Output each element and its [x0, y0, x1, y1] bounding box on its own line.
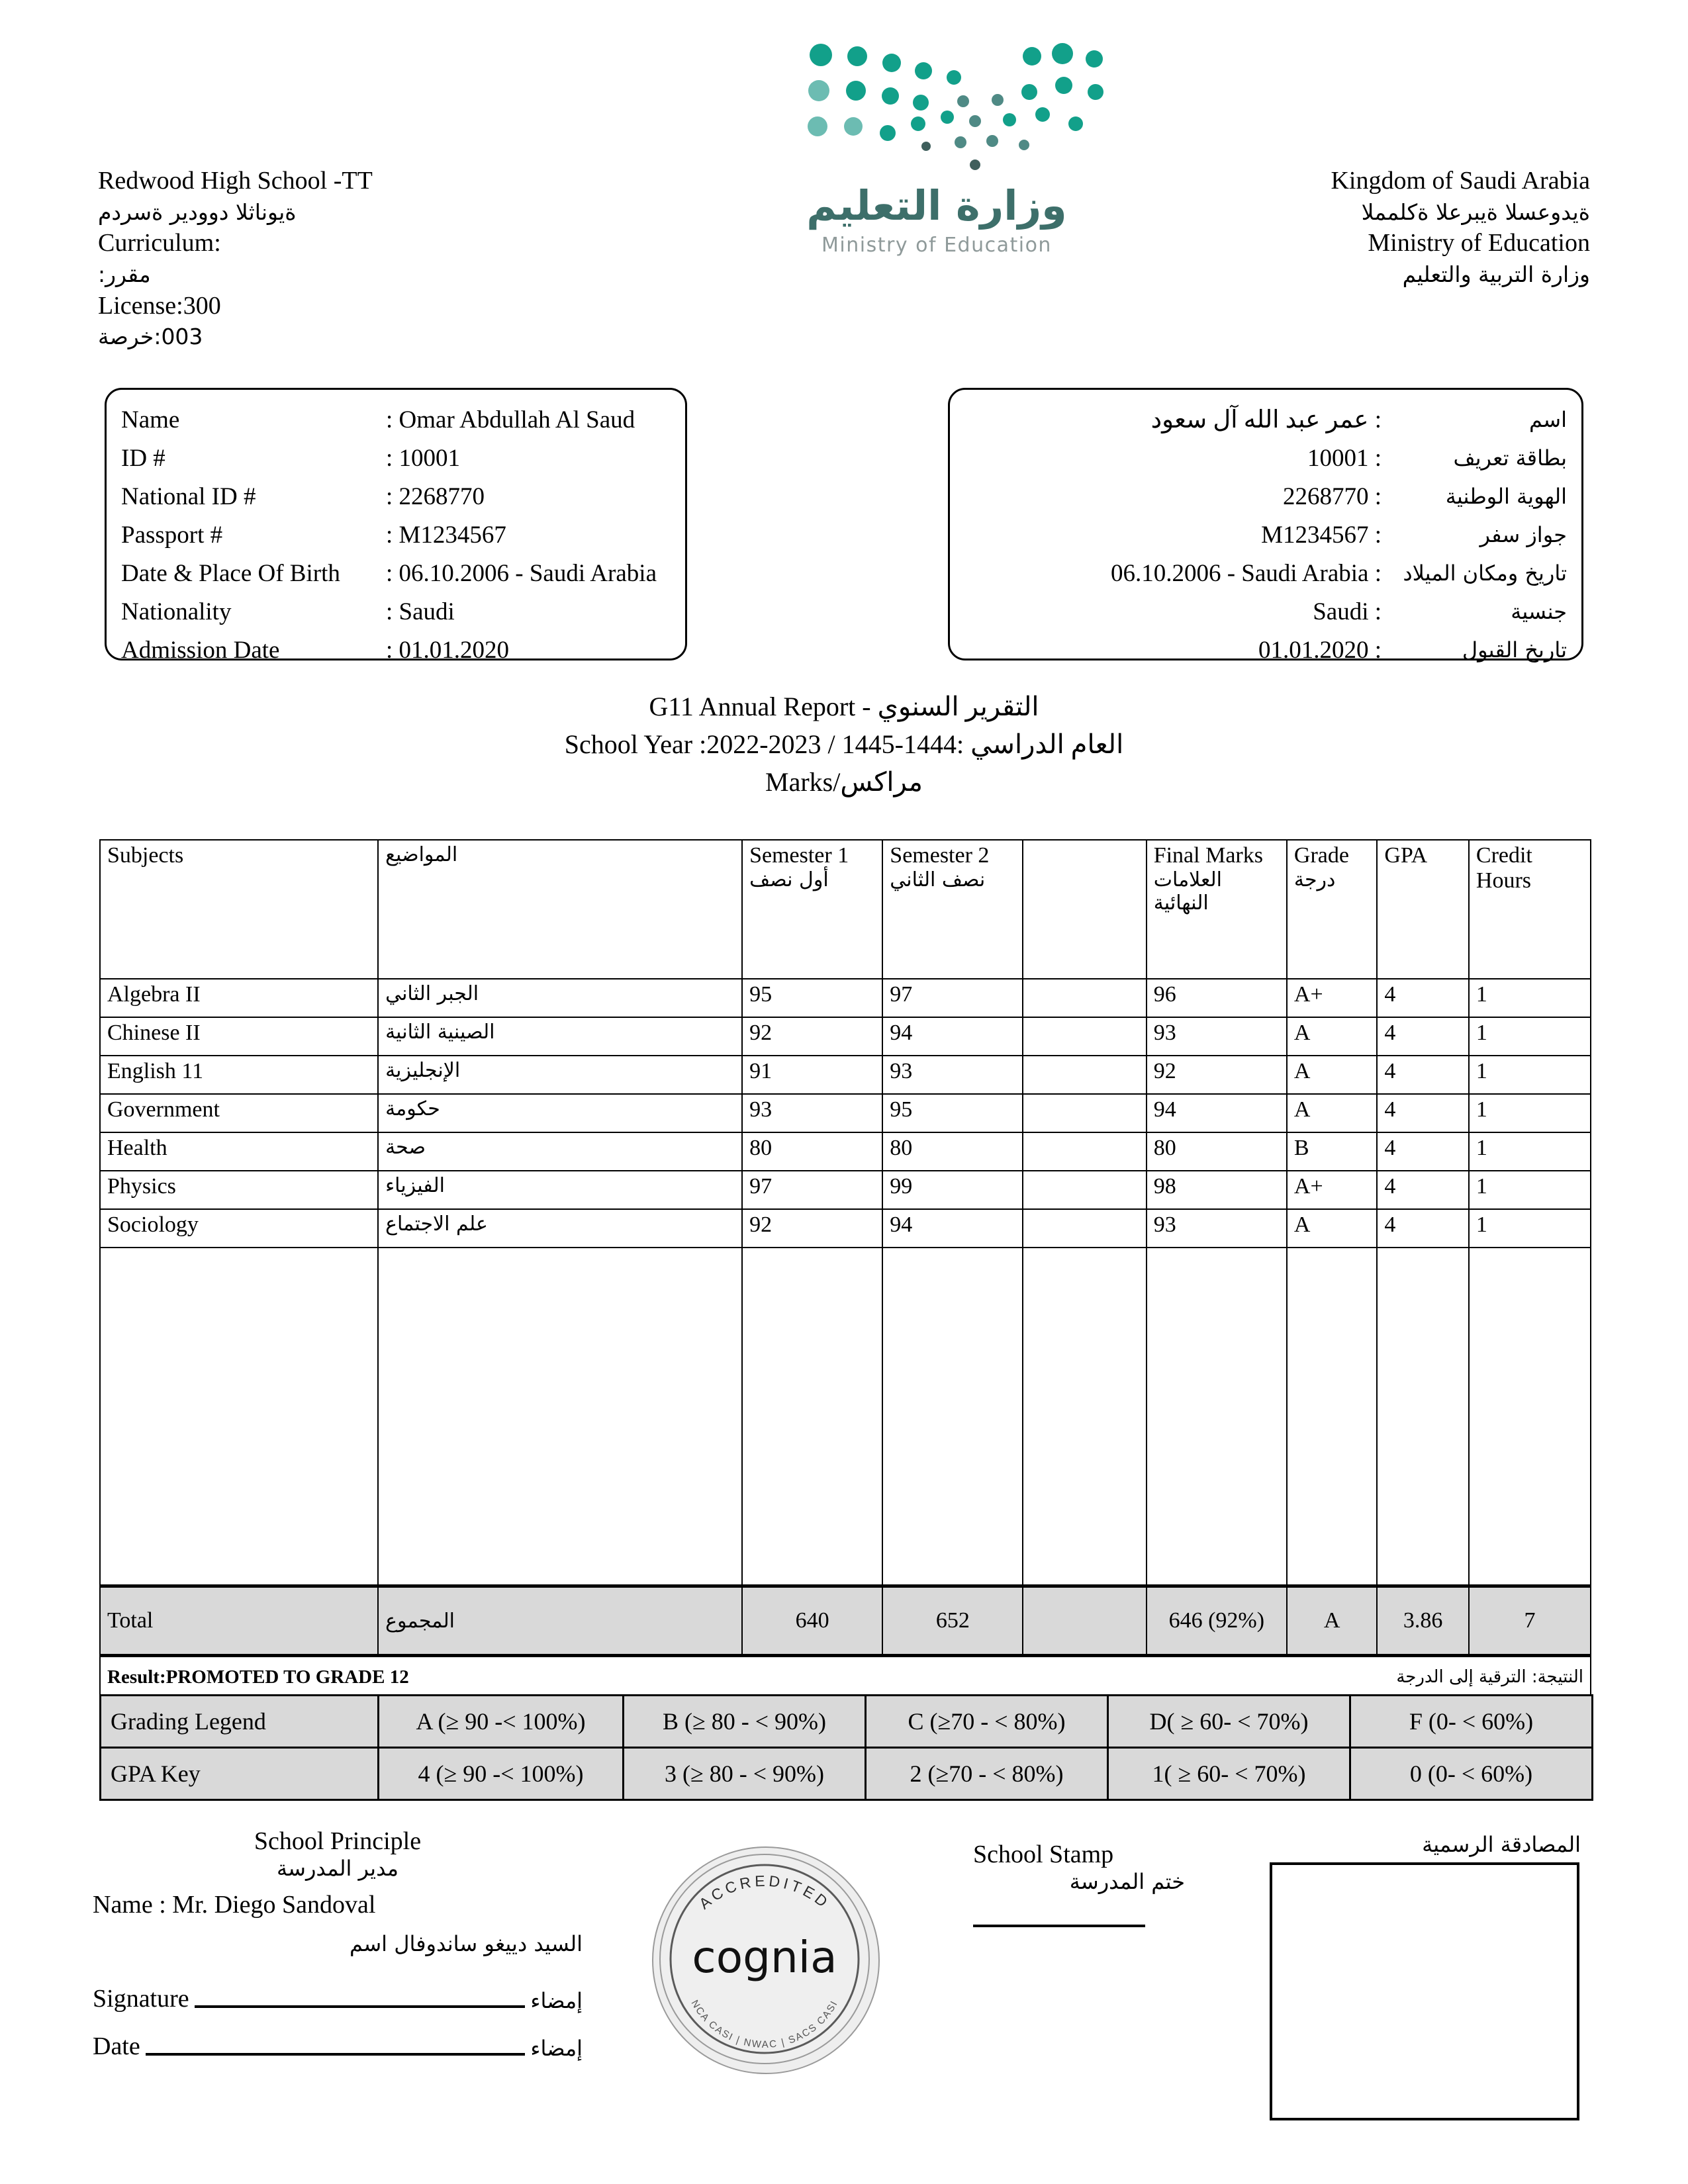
filler-cell: [1147, 1248, 1287, 1586]
total-sem2: 652: [882, 1586, 1023, 1656]
seal-bottom-text: NCA CASI | NWAC | SACS CASI: [688, 1998, 841, 2051]
page-header: [0, 0, 1688, 371]
kingdom-label-arabic: ةيدوعسلا ةيبرعلا ةكلمملا: [1361, 199, 1590, 225]
th-blank: [1023, 840, 1146, 979]
filler-cell: [100, 1248, 378, 1586]
cell-gpa: 4: [1377, 1171, 1469, 1209]
gpa-cell-1: 1( ≥ 60- < 70%): [1108, 1748, 1350, 1800]
legend-row-grading: [101, 1696, 1593, 1748]
legend-cell-d: D( ≥ 60- < 70%): [1108, 1696, 1350, 1748]
cell-grade: A: [1287, 1094, 1377, 1132]
seal-brand-text: cognia: [692, 1932, 837, 1983]
value-passport: : M1234567: [386, 521, 506, 549]
cell-sem1: 95: [742, 979, 882, 1017]
label-national-id-ar: الهوية الوطنية: [1445, 484, 1567, 509]
cell-grade: B: [1287, 1132, 1377, 1171]
cell-blank: [1023, 1171, 1146, 1209]
gpa-cell-4: 4 (≥ 90 -< 100%): [379, 1748, 624, 1800]
cell-subject: Physics: [100, 1171, 378, 1209]
label-nationality-ar: جنسية: [1511, 599, 1567, 624]
accredited-seal-icon: [653, 1848, 876, 2070]
cell-sem2: 99: [882, 1171, 1023, 1209]
cell-subject-ar: الجبر الثاني: [378, 979, 742, 1017]
cell-sem2: 93: [882, 1056, 1023, 1094]
cell-grade: A+: [1287, 979, 1377, 1017]
label-id: ID #: [121, 444, 165, 472]
cell-blank: [1023, 1056, 1146, 1094]
cell-sem1: 91: [742, 1056, 882, 1094]
th-gpa-en: GPA: [1384, 843, 1428, 868]
cell-gpa: 4: [1377, 1209, 1469, 1248]
school-stamp-block: [973, 1840, 1185, 1927]
table-row: [100, 1056, 1591, 1094]
cell-credit: 1: [1469, 1017, 1591, 1056]
student-row-id-ar: [964, 439, 1567, 477]
th-grade-ar: درجة: [1293, 868, 1336, 891]
cell-blank: [1023, 979, 1146, 1017]
cell-grade: A+: [1287, 1171, 1377, 1209]
cell-sem1: 80: [742, 1132, 882, 1171]
legend-cell-b: B (≥ 80 - < 90%): [624, 1696, 866, 1748]
cell-subject: Health: [100, 1132, 378, 1171]
total-sem1: 640: [742, 1586, 882, 1656]
cell-gpa: 4: [1377, 1017, 1469, 1056]
label-admission-ar: تاريخ القبول: [1462, 637, 1567, 662]
th-subjects-ar-text: المواضيع: [385, 843, 458, 866]
page-footer: [0, 1813, 1688, 2184]
cell-credit: 1: [1469, 1056, 1591, 1094]
curriculum-label: Curriculum:: [98, 229, 221, 257]
signature-line-row: [93, 1984, 583, 2013]
label-name: Name: [121, 406, 180, 433]
report-title: G11 Annual Report - التقرير السنوي: [649, 692, 1039, 721]
student-row-id: [121, 439, 671, 477]
official-stamp-label-ar: المصادقة الرسمية: [1422, 1832, 1581, 1857]
seal-top-text: ACCREDITED: [695, 1872, 833, 1913]
principal-signature-block: [93, 1827, 583, 2061]
cell-sem1: 92: [742, 1017, 882, 1056]
value-nationality-ar: Saudi :: [1313, 598, 1382, 625]
cell-final: 94: [1147, 1094, 1287, 1132]
school-stamp-title: School Stamp: [973, 1841, 1114, 1868]
th-semester-2-en: Semester 2: [890, 843, 990, 868]
student-row-passport-ar: [964, 516, 1567, 554]
cell-grade: A: [1287, 1017, 1377, 1056]
label-birth: Date & Place Of Birth: [121, 559, 340, 587]
label-id-ar: بطاقة تعريف: [1453, 445, 1567, 471]
date-line-row: [93, 2032, 583, 2061]
value-name-ar: عمر عبد الله آل سعود :: [1150, 406, 1382, 433]
cell-sem2: 95: [882, 1094, 1023, 1132]
label-nationality: Nationality: [121, 598, 232, 625]
total-label-ar: المجموع: [378, 1586, 742, 1656]
label-passport: Passport #: [121, 521, 223, 549]
result-text: Result:PROMOTED TO GRADE 12: [107, 1666, 409, 1688]
value-id: : 10001: [386, 444, 461, 472]
cell-subject-ar: صحة: [378, 1132, 742, 1171]
student-info-box-arabic: [948, 388, 1583, 664]
cell-subject-ar: الإنجليزية: [378, 1056, 742, 1094]
cell-credit: 1: [1469, 1171, 1591, 1209]
student-row-admission-ar: [964, 631, 1567, 669]
filler-cell: [1469, 1248, 1591, 1586]
cell-sem1: 97: [742, 1171, 882, 1209]
grades-table: [99, 839, 1591, 1698]
student-row-birth-ar: [964, 554, 1567, 592]
cell-gpa: 4: [1377, 1056, 1469, 1094]
table-filler-row: [100, 1248, 1591, 1586]
table-row: [100, 1132, 1591, 1171]
cell-subject: English 11: [100, 1056, 378, 1094]
cell-final: 98: [1147, 1171, 1287, 1209]
value-id-ar: 10001 :: [1307, 444, 1382, 472]
license-label-arabic: 300:خرصة: [98, 324, 203, 350]
student-row-national-id: [121, 477, 671, 516]
cell-blank: [1023, 1017, 1146, 1056]
cell-blank: [1023, 1094, 1146, 1132]
legend-row-gpa: [101, 1748, 1593, 1800]
cell-gpa: 4: [1377, 1132, 1469, 1171]
table-row: [100, 979, 1591, 1017]
legend-cell-c: C (≥70 - < 80%): [866, 1696, 1108, 1748]
cell-credit: 1: [1469, 1132, 1591, 1171]
filler-cell: [378, 1248, 742, 1586]
marks-label: Marks/مراكس: [765, 766, 923, 797]
date-label-ar: إمضاء: [530, 2036, 583, 2061]
cell-sem2: 94: [882, 1209, 1023, 1248]
gpa-cell-2: 2 (≥70 - < 80%): [866, 1748, 1108, 1800]
cell-credit: 1: [1469, 1094, 1591, 1132]
signature-rule[interactable]: [195, 2005, 526, 2008]
cell-grade: A: [1287, 1056, 1377, 1094]
filler-cell: [742, 1248, 882, 1586]
legend-cell-f: F (0- < 60%): [1350, 1696, 1593, 1748]
cell-subject: Chinese II: [100, 1017, 378, 1056]
date-label: Date: [93, 2032, 140, 2060]
ministry-label-arabic: وزارة التربية والتعليم: [1402, 261, 1590, 287]
principal-title-ar: مدير المدرسة: [276, 1856, 399, 1881]
th-final-marks-ar: العلامات النهائية: [1153, 868, 1223, 915]
principal-name-ar: السيد دييغو ساندوفال اسم: [350, 1931, 583, 1956]
filler-cell: [1023, 1248, 1146, 1586]
ministry-label: Ministry of Education: [1368, 229, 1590, 257]
cell-subject-ar: الفيزياء: [378, 1171, 742, 1209]
logo-arabic-text: وزارة التعليم: [806, 181, 1067, 230]
th-grade: [1287, 840, 1377, 979]
th-semester-1: [742, 840, 882, 979]
school-year: School Year :2022-2023 / 1445-1444: العام الدراسي: [564, 729, 1124, 759]
student-row-name-ar: [964, 400, 1567, 439]
gpa-cell-0: 0 (0- < 60%): [1350, 1748, 1593, 1800]
th-subjects-en: Subjects: [107, 843, 184, 868]
table-row: [100, 1171, 1591, 1209]
th-grade-en: Grade: [1293, 843, 1349, 868]
curriculum-label-arabic: مقرر:: [98, 261, 151, 287]
th-semester-2: [882, 840, 1023, 979]
value-passport-ar: M1234567 :: [1261, 521, 1382, 549]
value-nationality: : Saudi: [386, 598, 455, 625]
cell-subject: Government: [100, 1094, 378, 1132]
cell-subject: Sociology: [100, 1209, 378, 1248]
cell-credit: 1: [1469, 1209, 1591, 1248]
label-name-ar: اسم: [1529, 407, 1567, 432]
cell-sem1: 93: [742, 1094, 882, 1132]
school-name: Redwood High School -TT: [98, 167, 373, 195]
total-final: 646 (92%): [1147, 1586, 1287, 1656]
th-gpa: [1377, 840, 1469, 979]
value-national-id-ar: 2268770 :: [1282, 482, 1382, 510]
student-row-nationality-ar: [964, 592, 1567, 631]
th-final-marks: [1147, 840, 1287, 979]
report-titles: [0, 688, 1688, 801]
cell-subject: Algebra II: [100, 979, 378, 1017]
th-subjects: [100, 840, 378, 979]
cell-subject-ar: حكومة: [378, 1094, 742, 1132]
filler-cell: [1287, 1248, 1377, 1586]
cell-sem1: 92: [742, 1209, 882, 1248]
student-row-birth: [121, 554, 671, 592]
value-birth-ar: 06.10.2006 - Saudi Arabia :: [1110, 559, 1382, 587]
cell-credit: 1: [1469, 979, 1591, 1017]
signature-label-ar: إمضاء: [530, 1988, 583, 2013]
cell-final: 80: [1147, 1132, 1287, 1171]
legend-label-grading: Grading Legend: [101, 1696, 379, 1748]
th-subjects-ar: [378, 840, 742, 979]
result-text-ar: النتيجة: الترقية إلى الدرجة: [1396, 1667, 1583, 1687]
license-label: License:300: [98, 291, 221, 320]
grading-legend-table: [99, 1694, 1593, 1801]
total-gpa: 3.86: [1377, 1586, 1469, 1656]
filler-cell: [882, 1248, 1023, 1586]
cell-sem2: 80: [882, 1132, 1023, 1171]
cell-final: 93: [1147, 1017, 1287, 1056]
value-admission: : 01.01.2020: [386, 636, 510, 664]
value-national-id: : 2268770: [386, 482, 485, 510]
table-row: [100, 1017, 1591, 1056]
kingdom-label: Kingdom of Saudi Arabia: [1331, 167, 1590, 195]
result-row: [100, 1656, 1591, 1698]
cell-final: 93: [1147, 1209, 1287, 1248]
logo-english-text: Ministry of Education: [821, 234, 1052, 257]
cell-gpa: 4: [1377, 979, 1469, 1017]
official-stamp-area: [1270, 1832, 1581, 2120]
principal-title: School Principle: [254, 1827, 422, 1855]
value-name: : Omar Abdullah Al Saud: [386, 406, 635, 433]
student-row-name: [121, 400, 671, 439]
label-passport-ar: جواز سفر: [1479, 522, 1567, 547]
date-rule[interactable]: [146, 2053, 526, 2056]
signature-label: Signature: [93, 1985, 189, 2013]
cell-sem2: 94: [882, 1017, 1023, 1056]
cell-subject-ar: علم الاجتماع: [378, 1209, 742, 1248]
label-national-id: National ID #: [121, 482, 256, 510]
saudi-map-dots-icon: [765, 36, 1109, 179]
principal-name: Name : Mr. Diego Sandoval: [93, 1891, 376, 1919]
student-row-passport: [121, 516, 671, 554]
cell-gpa: 4: [1377, 1094, 1469, 1132]
student-row-national-id-ar: [964, 477, 1567, 516]
cell-final: 96: [1147, 979, 1287, 1017]
school-name-arabic: ةيوناثلا دوودير ةسردم: [98, 199, 297, 225]
value-admission-ar: 01.01.2020 :: [1258, 636, 1382, 664]
school-stamp-title-ar: ختم المدرسة: [1069, 1869, 1185, 1894]
table-header-row: [100, 840, 1591, 979]
legend-label-gpa: GPA Key: [101, 1748, 379, 1800]
th-semester-1-ar: أول نصف: [749, 868, 829, 891]
cell-blank: [1023, 1209, 1146, 1248]
school-info-left: [98, 164, 575, 351]
total-grade: A: [1287, 1586, 1377, 1656]
student-row-admission: [121, 631, 671, 669]
th-credit-hours-en: Credit Hours: [1476, 843, 1532, 893]
total-blank: [1023, 1586, 1146, 1656]
total-credit: 7: [1469, 1586, 1591, 1656]
table-row: [100, 1094, 1591, 1132]
gpa-cell-3: 3 (≥ 80 - < 90%): [624, 1748, 866, 1800]
value-birth: : 06.10.2006 - Saudi Arabia: [386, 559, 657, 587]
official-stamp-box[interactable]: [1270, 1862, 1579, 2120]
school-stamp-rule: [973, 1925, 1145, 1927]
result-cell: [100, 1656, 1591, 1698]
total-row: [100, 1586, 1591, 1656]
filler-cell: [1377, 1248, 1469, 1586]
cell-subject-ar: الصينية الثانية: [378, 1017, 742, 1056]
th-final-marks-en: Final Marks: [1153, 843, 1263, 868]
total-label: Total: [100, 1586, 378, 1656]
th-semester-1-en: Semester 1: [749, 843, 849, 868]
cognia-accreditation-seal: [652, 1846, 880, 2074]
student-row-nationality: [121, 592, 671, 631]
student-info-box-english: [105, 388, 687, 664]
legend-cell-a: A (≥ 90 -< 100%): [379, 1696, 624, 1748]
label-birth-ar: تاريخ ومكان الميلاد: [1403, 561, 1567, 586]
cell-sem2: 97: [882, 979, 1023, 1017]
table-row: [100, 1209, 1591, 1248]
th-credit-hours: [1469, 840, 1591, 979]
ministry-info-right: [994, 164, 1590, 289]
label-admission: Admission Date: [121, 636, 280, 664]
cell-blank: [1023, 1132, 1146, 1171]
cell-grade: A: [1287, 1209, 1377, 1248]
cell-final: 92: [1147, 1056, 1287, 1094]
th-semester-2-ar: نصف الثاني: [890, 868, 986, 891]
